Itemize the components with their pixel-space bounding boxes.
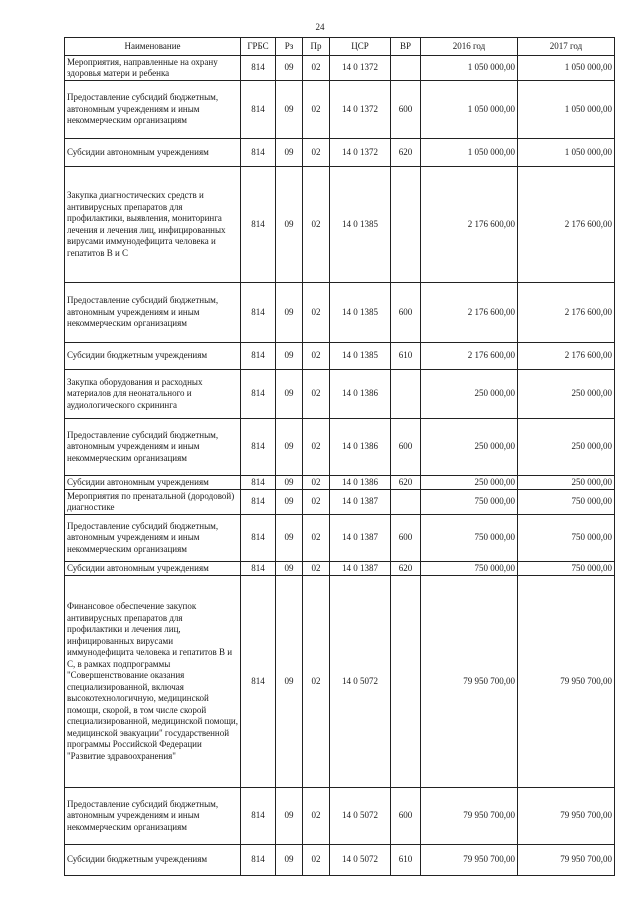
- cell-rz: 09: [276, 490, 303, 515]
- cell-pr: 02: [303, 283, 330, 343]
- header-csr: ЦСР: [330, 38, 391, 56]
- cell-grbs: 814: [241, 139, 276, 167]
- cell-y2016: 250 000,00: [421, 476, 518, 490]
- cell-rz: 09: [276, 476, 303, 490]
- cell-name: Предоставление субсидий бюджетным, автономным учреждениям и иным некоммерческим организациям: [65, 515, 241, 562]
- cell-grbs: 814: [241, 81, 276, 139]
- table-row: [65, 576, 615, 788]
- cell-y2017: 2 176 600,00: [518, 343, 615, 370]
- cell-y2016: 2 176 600,00: [421, 283, 518, 343]
- table-row: [65, 139, 615, 167]
- cell-y2017: 2 176 600,00: [518, 167, 615, 283]
- cell-y2017: 79 950 700,00: [518, 788, 615, 845]
- cell-rz: 09: [276, 283, 303, 343]
- cell-pr: 02: [303, 167, 330, 283]
- cell-rz: 09: [276, 845, 303, 876]
- cell-y2017: 750 000,00: [518, 515, 615, 562]
- cell-pr: 02: [303, 139, 330, 167]
- cell-grbs: 814: [241, 370, 276, 419]
- cell-rz: 09: [276, 562, 303, 576]
- header-grbs: ГРБС: [241, 38, 276, 56]
- cell-vr: 600: [391, 419, 421, 476]
- cell-rz: 09: [276, 139, 303, 167]
- cell-rz: 09: [276, 56, 303, 81]
- cell-y2017: 250 000,00: [518, 476, 615, 490]
- cell-vr: [391, 576, 421, 788]
- cell-vr: [391, 56, 421, 81]
- cell-y2016: 79 950 700,00: [421, 845, 518, 876]
- cell-pr: 02: [303, 788, 330, 845]
- cell-csr: 14 0 5072: [330, 845, 391, 876]
- cell-y2016: 1 050 000,00: [421, 56, 518, 81]
- cell-pr: 02: [303, 343, 330, 370]
- cell-name: Закупка диагностических средств и антивирусных препаратов для профилактики, выявления, мониторинга лечения и лечения лиц, инфицированных вирусами иммунодефицита человека и гепатитов В и С: [65, 167, 241, 283]
- table-row: [65, 370, 615, 419]
- cell-grbs: 814: [241, 576, 276, 788]
- cell-rz: 09: [276, 788, 303, 845]
- cell-rz: 09: [276, 576, 303, 788]
- table-row: [65, 56, 615, 81]
- cell-y2016: 250 000,00: [421, 370, 518, 419]
- cell-y2017: 79 950 700,00: [518, 845, 615, 876]
- cell-name: Субсидии автономным учреждениям: [65, 562, 241, 576]
- cell-rz: 09: [276, 343, 303, 370]
- cell-y2016: 2 176 600,00: [421, 167, 518, 283]
- table-row: [65, 476, 615, 490]
- cell-vr: 620: [391, 476, 421, 490]
- cell-csr: 14 0 1385: [330, 343, 391, 370]
- cell-y2017: 1 050 000,00: [518, 56, 615, 81]
- cell-y2017: 1 050 000,00: [518, 81, 615, 139]
- header-row: [65, 38, 615, 56]
- cell-vr: 620: [391, 562, 421, 576]
- header-vr: ВР: [391, 38, 421, 56]
- cell-csr: 14 0 5072: [330, 788, 391, 845]
- table-row: [65, 490, 615, 515]
- table-row: [65, 343, 615, 370]
- cell-name: Субсидии бюджетным учреждениям: [65, 845, 241, 876]
- cell-y2016: 750 000,00: [421, 562, 518, 576]
- cell-name: Субсидии бюджетным учреждениям: [65, 343, 241, 370]
- cell-y2017: 1 050 000,00: [518, 139, 615, 167]
- cell-pr: 02: [303, 476, 330, 490]
- cell-pr: 02: [303, 490, 330, 515]
- cell-pr: 02: [303, 845, 330, 876]
- budget-table: [64, 37, 615, 876]
- cell-grbs: 814: [241, 562, 276, 576]
- cell-y2016: 1 050 000,00: [421, 139, 518, 167]
- cell-pr: 02: [303, 419, 330, 476]
- table-row: [65, 167, 615, 283]
- cell-name: Закупка оборудования и расходных материалов для неонатального и аудиологического скрининга: [65, 370, 241, 419]
- table-row: [65, 845, 615, 876]
- cell-vr: 600: [391, 81, 421, 139]
- cell-y2016: 750 000,00: [421, 515, 518, 562]
- cell-csr: 14 0 1387: [330, 562, 391, 576]
- cell-name: Предоставление субсидий бюджетным, автономным учреждениям и иным некоммерческим организациям: [65, 419, 241, 476]
- cell-vr: 600: [391, 283, 421, 343]
- cell-pr: 02: [303, 81, 330, 139]
- cell-y2016: 2 176 600,00: [421, 343, 518, 370]
- cell-csr: 14 0 1385: [330, 283, 391, 343]
- cell-y2017: 250 000,00: [518, 419, 615, 476]
- cell-name: Предоставление субсидий бюджетным, автономным учреждениям и иным некоммерческим организациям: [65, 81, 241, 139]
- cell-vr: 610: [391, 343, 421, 370]
- cell-y2016: 750 000,00: [421, 490, 518, 515]
- table-row: [65, 81, 615, 139]
- cell-grbs: 814: [241, 845, 276, 876]
- cell-csr: 14 0 1386: [330, 370, 391, 419]
- cell-name: Мероприятия по пренатальной (дородовой) диагностике: [65, 490, 241, 515]
- header-2016: 2016 год: [421, 38, 518, 56]
- cell-y2016: 79 950 700,00: [421, 788, 518, 845]
- cell-grbs: 814: [241, 515, 276, 562]
- cell-rz: 09: [276, 167, 303, 283]
- cell-csr: 14 0 1386: [330, 476, 391, 490]
- cell-pr: 02: [303, 370, 330, 419]
- cell-grbs: 814: [241, 476, 276, 490]
- cell-rz: 09: [276, 81, 303, 139]
- cell-name: Субсидии автономным учреждениям: [65, 476, 241, 490]
- cell-csr: 14 0 1372: [330, 56, 391, 81]
- cell-grbs: 814: [241, 167, 276, 283]
- cell-grbs: 814: [241, 283, 276, 343]
- page-number: 24: [315, 22, 325, 32]
- cell-vr: 600: [391, 788, 421, 845]
- cell-y2017: 750 000,00: [518, 490, 615, 515]
- cell-rz: 09: [276, 515, 303, 562]
- table-row: [65, 283, 615, 343]
- cell-vr: 610: [391, 845, 421, 876]
- cell-grbs: 814: [241, 490, 276, 515]
- cell-vr: [391, 167, 421, 283]
- table-row: [65, 788, 615, 845]
- cell-vr: [391, 370, 421, 419]
- cell-pr: 02: [303, 515, 330, 562]
- header-name: Наименование: [65, 38, 241, 56]
- cell-y2017: 79 950 700,00: [518, 576, 615, 788]
- cell-csr: 14 0 1386: [330, 419, 391, 476]
- cell-csr: 14 0 5072: [330, 576, 391, 788]
- cell-y2016: 250 000,00: [421, 419, 518, 476]
- cell-rz: 09: [276, 370, 303, 419]
- cell-name: Предоставление субсидий бюджетным, автономным учреждениям и иным некоммерческим организациям: [65, 788, 241, 845]
- cell-grbs: 814: [241, 56, 276, 81]
- cell-vr: 620: [391, 139, 421, 167]
- cell-y2016: 1 050 000,00: [421, 81, 518, 139]
- cell-y2016: 79 950 700,00: [421, 576, 518, 788]
- table-row: [65, 562, 615, 576]
- cell-grbs: 814: [241, 419, 276, 476]
- cell-vr: 600: [391, 515, 421, 562]
- cell-csr: 14 0 1372: [330, 139, 391, 167]
- cell-name: Предоставление субсидий бюджетным, автономным учреждениям и иным некоммерческим организациям: [65, 283, 241, 343]
- cell-pr: 02: [303, 576, 330, 788]
- cell-y2017: 750 000,00: [518, 562, 615, 576]
- header-pr: Пр: [303, 38, 330, 56]
- cell-grbs: 814: [241, 788, 276, 845]
- cell-pr: 02: [303, 56, 330, 81]
- cell-name: Мероприятия, направленные на охрану здоровья матери и ребенка: [65, 56, 241, 81]
- cell-rz: 09: [276, 419, 303, 476]
- header-2017: 2017 год: [518, 38, 615, 56]
- cell-csr: 14 0 1385: [330, 167, 391, 283]
- cell-vr: [391, 490, 421, 515]
- table-row: [65, 419, 615, 476]
- cell-y2017: 2 176 600,00: [518, 283, 615, 343]
- cell-name: Финансовое обеспечение закупок антивирусных препаратов для профилактики и лечения лиц, инфицированных вирусами иммунодефицита человека и гепатитов В и С, в рамках подпрограммы "Совершенствование оказания специализированной, включая высокотехнологичную, медицинской помощи, скорой, в том числе скорой специализированной, медицинской помощи, медицинской эвакуации" государственной программы Российской Федерации "Развитие здравоохранения": [65, 576, 241, 788]
- cell-csr: 14 0 1387: [330, 490, 391, 515]
- cell-y2017: 250 000,00: [518, 370, 615, 419]
- cell-name: Субсидии автономным учреждениям: [65, 139, 241, 167]
- cell-pr: 02: [303, 562, 330, 576]
- header-rz: Рз: [276, 38, 303, 56]
- table-row: [65, 515, 615, 562]
- cell-csr: 14 0 1387: [330, 515, 391, 562]
- cell-grbs: 814: [241, 343, 276, 370]
- cell-csr: 14 0 1372: [330, 81, 391, 139]
